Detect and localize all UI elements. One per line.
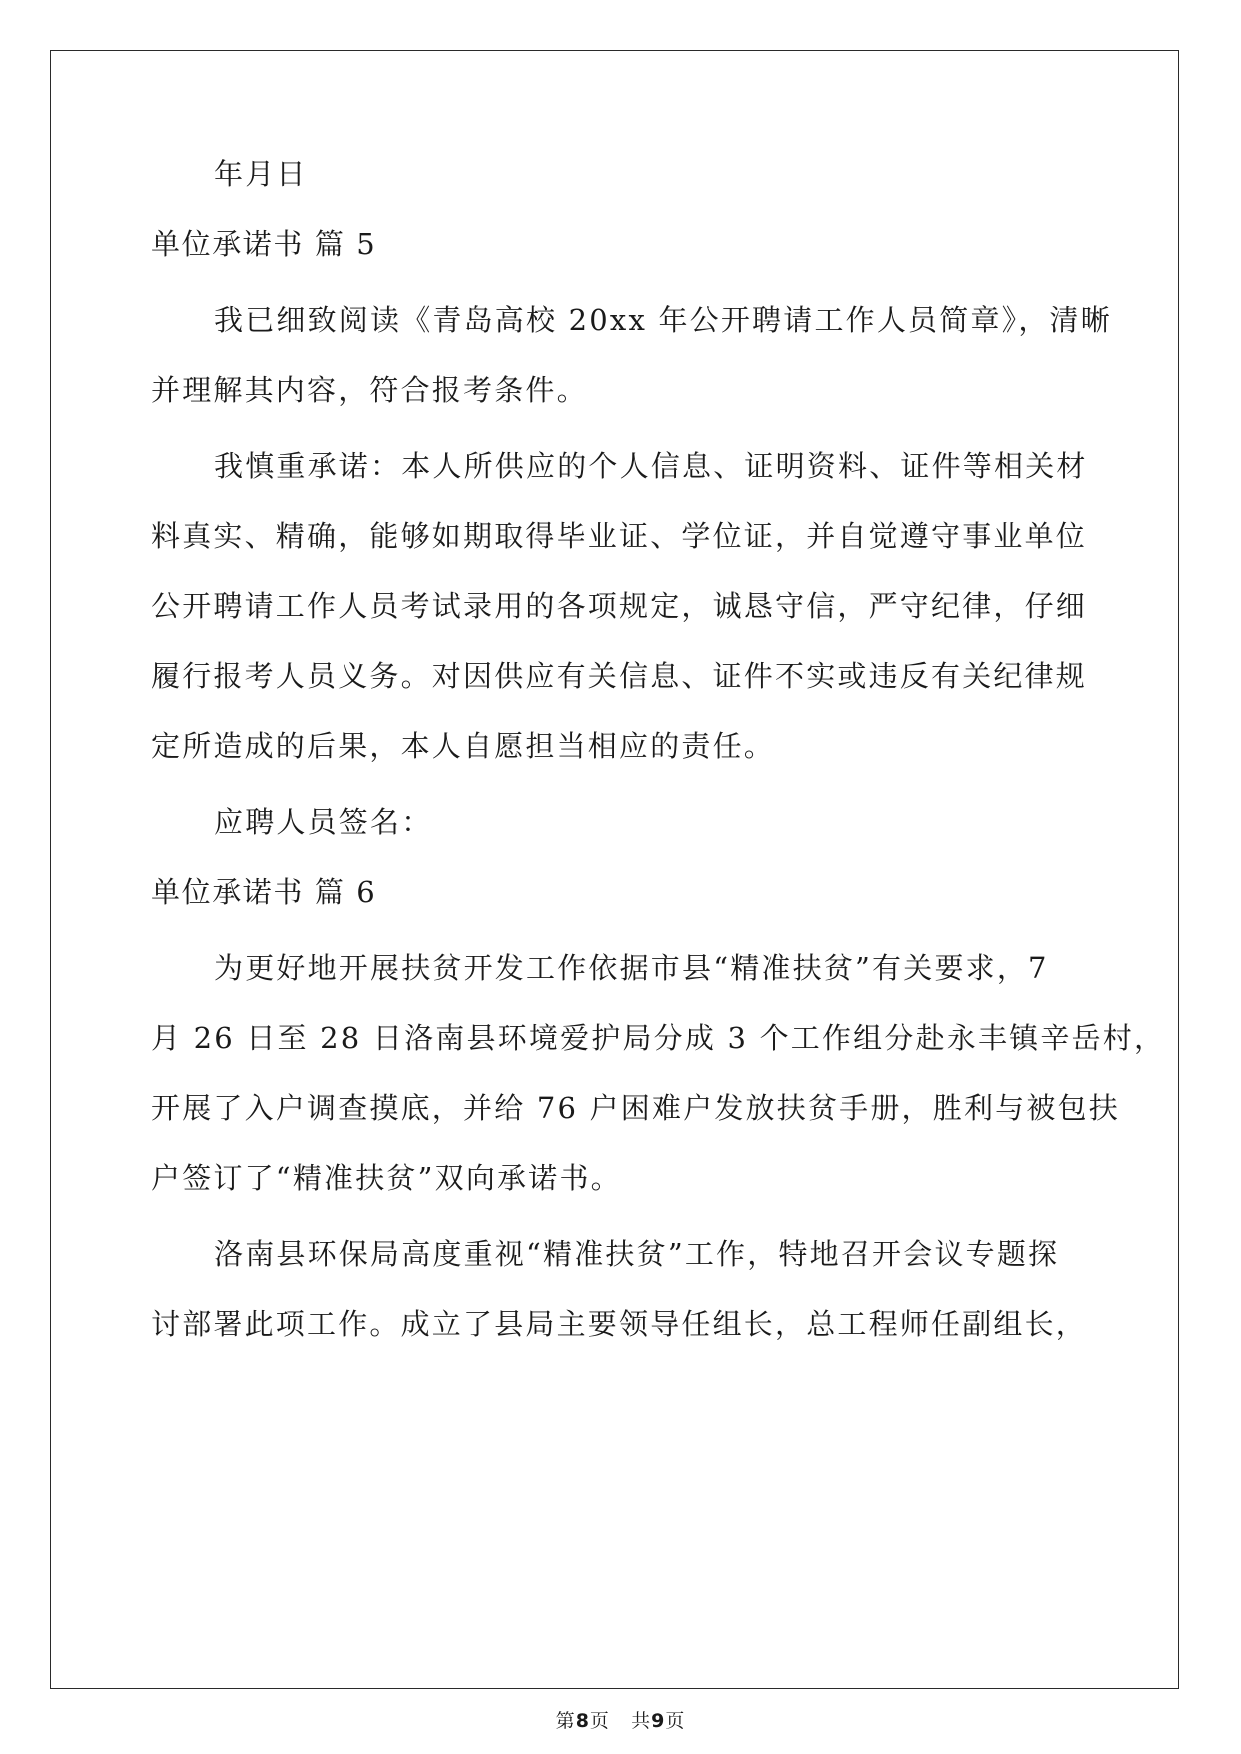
paragraph-line: 月 26 日至 28 日洛南县环境爱护局分成 3 个工作组分赴永丰镇辛岳村， (151, 1021, 1166, 1055)
total-suffix: 页 (665, 1710, 686, 1732)
paragraph-line: 并理解其内容，符合报考条件。 (151, 373, 588, 407)
paragraph-line: 为更好地开展扶贫开发工作依据市县“精准扶贫”有关要求，7 (214, 951, 1049, 985)
page-prefix: 第 (555, 1710, 576, 1732)
paragraph-line: 开展了入户调查摸底，并给 76 户困难户发放扶贫手册，胜利与被包扶 (151, 1091, 1120, 1125)
paragraph-line: 我慎重承诺：本人所供应的个人信息、证明资料、证件等相关材 (214, 449, 1088, 483)
page-suffix: 页 (589, 1710, 610, 1732)
paragraph-line: 履行报考人员义务。对因供应有关信息、证件不实或违反有关纪律规 (151, 659, 1088, 693)
section-heading-6: 单位承诺书 篇 6 (151, 875, 377, 909)
paragraph-line: 料真实、精确，能够如期取得毕业证、学位证，并自觉遵守事业单位 (151, 519, 1088, 553)
signature-line: 应聘人员签名： (214, 805, 433, 839)
total-prefix: 共 (631, 1710, 652, 1732)
page-footer (0, 1709, 1241, 1733)
section-heading-5: 单位承诺书 篇 5 (151, 227, 377, 261)
page-number: 8 (575, 1710, 590, 1732)
paragraph-line: 洛南县环保局高度重视“精准扶贫”工作，特地召开会议专题探 (214, 1237, 1060, 1271)
page-border (50, 50, 1179, 1689)
total-pages: 9 (651, 1710, 666, 1732)
date-line: 年月日 (214, 157, 308, 191)
paragraph-line: 讨部署此项工作。成立了县局主要领导任组长，总工程师任副组长， (151, 1307, 1088, 1341)
paragraph-line: 户签订了“精准扶贫”双向承诺书。 (151, 1161, 622, 1195)
paragraph-line: 公开聘请工作人员考试录用的各项规定，诚恳守信，严守纪律，仔细 (151, 589, 1088, 623)
paragraph-line: 定所造成的后果，本人自愿担当相应的责任。 (151, 729, 776, 763)
paragraph-line: 我已细致阅读《青岛高校 20xx 年公开聘请工作人员简章》，清晰 (214, 303, 1112, 337)
